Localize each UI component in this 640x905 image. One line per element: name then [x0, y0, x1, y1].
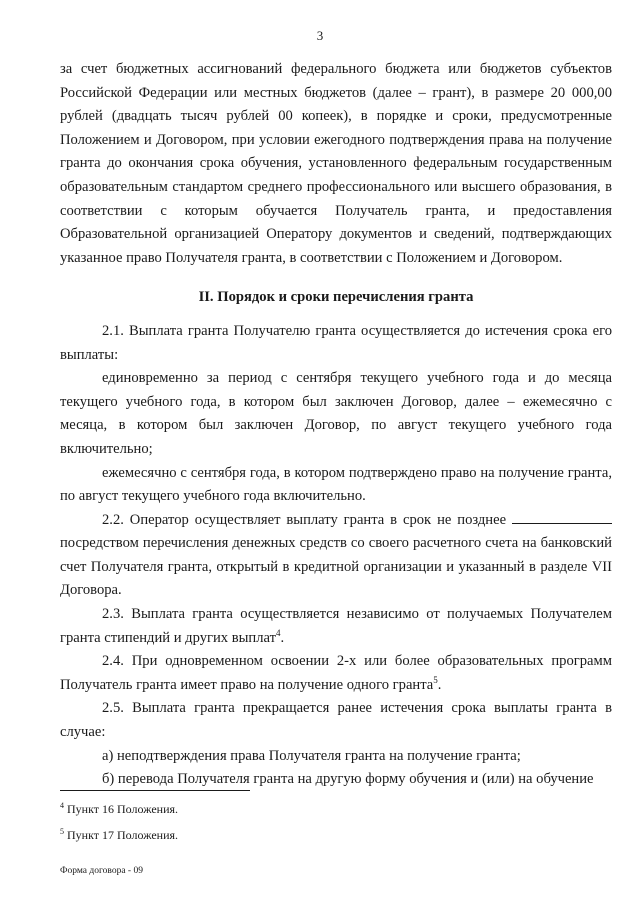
clause-2-1-option-a: единовременно за период с сентября текущего учебного года и до месяца текущего учебного года, в котором был заключен Договор, далее – ежемесячно с месяца, в котором был заключен Договор, по август текущего учебного года включительно;	[60, 370, 612, 457]
clause-2-5-item-b: б) перевода Получателя гранта на другую форму обучения и (или) на обучение	[102, 771, 594, 788]
paragraph-grant-terms: за счет бюджетных ассигнований федерального бюджета или бюджетов субъектов Российской Федерации или местных бюджетов (далее – грант), в размере 20 000,00 рублей (двадцать тысяч рублей 00 копеек), в порядке и сроки, предусмотренные Положением и Договором, при условии ежегодного подтверждения права на получение гранта до окончания срока обучения, установленного федеральным государственным образовательным стандартом среднего профессионального или высшего образования, в соответствии с которым обучается Получатель гранта, и предоставления Образовательной организацией Оператору документов и сведений, подтверждающих указанное право Получателя гранта, в соответствии с Положением и Договором.	[60, 61, 612, 266]
footnote-text: Пункт 16 Положения.	[64, 802, 179, 816]
clause-2-5: 2.5. Выплата гранта прекращается ранее истечения срока выплаты гранта в случае:	[60, 700, 612, 741]
section-heading: II. Порядок и сроки перечисления гранта	[198, 289, 474, 306]
footnote-number: 5	[60, 827, 64, 836]
clause-2-5-item-a: а) неподтверждения права Получателя гранта на получение гранта;	[102, 747, 521, 764]
footnote-ref-5[interactable]: 5	[433, 674, 438, 685]
footnote-5	[60, 822, 612, 848]
document-body	[60, 58, 612, 792]
footnote-ref-4[interactable]: 4	[276, 627, 281, 638]
clause-2-2	[60, 509, 612, 603]
blank-date-field[interactable]	[512, 509, 612, 524]
footnote-text: Пункт 17 Положения.	[64, 828, 179, 842]
page-number: 3	[316, 28, 324, 43]
footnotes	[60, 796, 612, 848]
footnote-divider	[60, 790, 250, 791]
clause-2-3	[60, 603, 612, 650]
clause-2-1: 2.1. Выплата гранта Получателю гранта осуществляется до истечения срока его выплаты:	[60, 322, 612, 363]
clause-2-3-text: 2.3. Выплата гранта осуществляется независимо от получаемых Получателем гранта стипендий и других выплат	[60, 606, 612, 646]
clause-2-4-end: .	[437, 676, 442, 693]
footnote-4	[60, 796, 612, 822]
footnote-number: 4	[60, 801, 64, 810]
form-code: Форма договора - 09	[60, 866, 143, 876]
clause-2-4	[60, 650, 612, 697]
clause-2-4-text: 2.4. При одновременном освоении 2-х или более образовательных программ Получатель гранта имеет право на получение одного гранта	[60, 653, 612, 693]
clause-2-3-end: .	[280, 629, 285, 646]
clause-2-2-end: посредством перечисления денежных средств со своего расчетного счета на банковский счет Получателя гранта, открытый в кредитной организации и указанный в разделе VII Договора.	[60, 535, 612, 599]
clause-2-2-start: 2.2. Оператор осуществляет выплату гранта в срок не позднее	[102, 511, 512, 528]
clause-2-1-option-b: ежемесячно с сентября года, в котором подтверждено право на получение гранта, по август текущего учебного года включительно.	[60, 464, 612, 505]
